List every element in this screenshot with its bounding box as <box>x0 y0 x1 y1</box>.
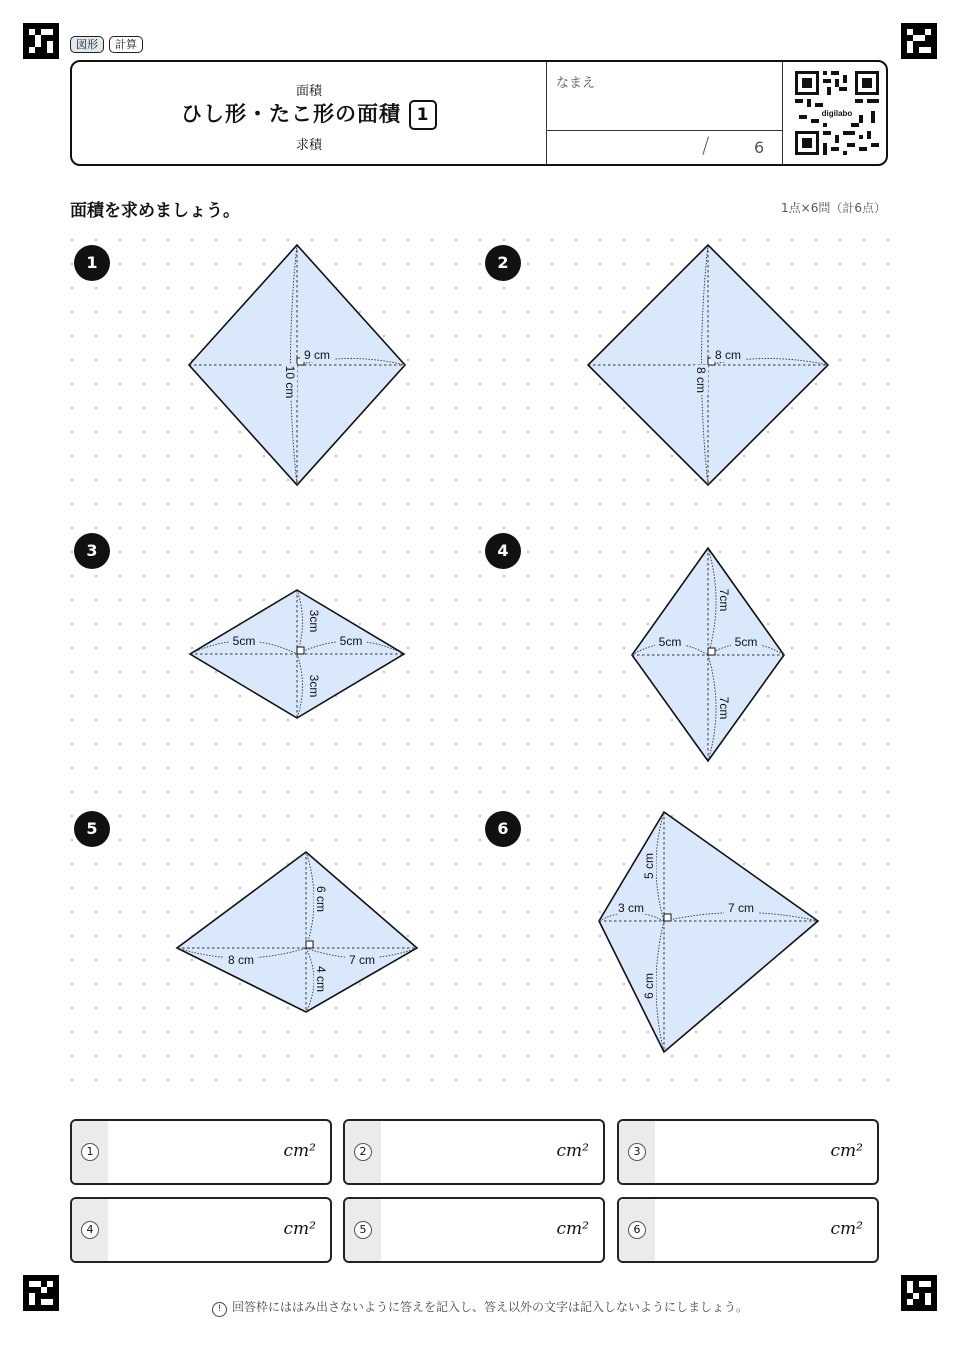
svg-text:digilabo: digilabo <box>821 109 853 118</box>
answer-unit-6: cm² <box>830 1219 863 1239</box>
answer-box-6-tab <box>619 1199 655 1261</box>
answer-number-3: 3 <box>628 1143 646 1161</box>
answer-number-4: 4 <box>81 1221 99 1239</box>
label-4-top: 7cm <box>717 588 731 612</box>
answer-number-6: 6 <box>628 1221 646 1239</box>
answer-unit-1: cm² <box>283 1141 316 1161</box>
question-number-3: 3 <box>74 533 110 569</box>
label-5-left: 8 cm <box>227 953 255 967</box>
score-total: 6 <box>754 138 765 157</box>
worksheet-number: 1 <box>409 100 437 130</box>
answer-box-1-tab <box>72 1121 108 1183</box>
label-3-bottom: 3cm <box>307 674 321 698</box>
label-5-right: 7 cm <box>348 953 376 967</box>
figure-2-rhombus <box>588 245 828 485</box>
name-label: なまえ <box>556 76 596 91</box>
label-6-left: 3 cm <box>617 901 645 915</box>
answer-box-2[interactable] <box>343 1119 605 1185</box>
answer-unit-3: cm² <box>830 1141 863 1161</box>
label-6-top: 5 cm <box>642 852 656 880</box>
answer-number-5: 5 <box>354 1221 372 1239</box>
label-1-vertical: 10 cm <box>283 365 297 399</box>
label-3-right: 5cm <box>339 634 363 648</box>
question-number-2: 2 <box>485 245 521 281</box>
figure-6-kite <box>599 812 818 1052</box>
answer-box-5-tab <box>345 1199 381 1261</box>
instruction-text: 面積を求めましょう。 <box>70 201 240 221</box>
question-number-5: 5 <box>74 811 110 847</box>
answer-box-5[interactable] <box>343 1197 605 1263</box>
label-6-bottom: 6 cm <box>642 972 656 1000</box>
answer-number-1: 1 <box>81 1143 99 1161</box>
score-slash: / <box>702 134 710 159</box>
answer-unit-4: cm² <box>283 1219 316 1239</box>
footer-note <box>0 1298 960 1317</box>
figure-5-kite <box>177 852 417 1012</box>
label-5-bottom: 4 cm <box>314 965 328 993</box>
question-number-4: 4 <box>485 533 521 569</box>
points-text: 1点×6問（計6点） <box>781 201 886 215</box>
label-4-bottom: 7cm <box>717 696 731 720</box>
answer-box-4-tab <box>72 1199 108 1261</box>
answer-box-3-tab <box>619 1121 655 1183</box>
question-number-1: 1 <box>74 245 110 281</box>
label-3-top: 3cm <box>307 609 321 633</box>
label-2-vertical: 8 cm <box>694 366 708 394</box>
figure-3-rhombus <box>190 590 404 718</box>
info-icon: ! <box>212 1302 227 1317</box>
answer-box-4[interactable] <box>70 1197 332 1263</box>
question-number-6: 6 <box>485 811 521 847</box>
answer-number-2: 2 <box>354 1143 372 1161</box>
label-5-top: 6 cm <box>314 885 328 913</box>
answer-box-6[interactable] <box>617 1197 879 1263</box>
footer-text: 回答枠にははみ出さないように答えを記入し、答え以外の文字は記入しないようにしましょう。 <box>231 1300 748 1314</box>
label-6-right: 7 cm <box>727 901 755 915</box>
tag-figure: 図形 <box>70 36 104 53</box>
answer-box-1[interactable] <box>70 1119 332 1185</box>
answer-box-3[interactable] <box>617 1119 879 1185</box>
label-4-left: 5cm <box>658 635 682 649</box>
label-2-horizontal: 8 cm <box>714 348 742 362</box>
tag-calculation: 計算 <box>109 36 143 53</box>
answer-box-2-tab <box>345 1121 381 1183</box>
answer-unit-5: cm² <box>556 1219 589 1239</box>
figure-1-rhombus <box>189 245 405 485</box>
label-3-left: 5cm <box>232 634 256 648</box>
label-4-right: 5cm <box>734 635 758 649</box>
page-title-text: ひし形・たこ形の面積 <box>181 102 401 126</box>
answer-unit-2: cm² <box>556 1141 589 1161</box>
category-label: 面積 <box>295 84 322 99</box>
figure-4-rhombus <box>632 548 784 761</box>
label-1-horizontal: 9 cm <box>303 348 331 362</box>
subtitle-label: 求積 <box>295 138 322 153</box>
